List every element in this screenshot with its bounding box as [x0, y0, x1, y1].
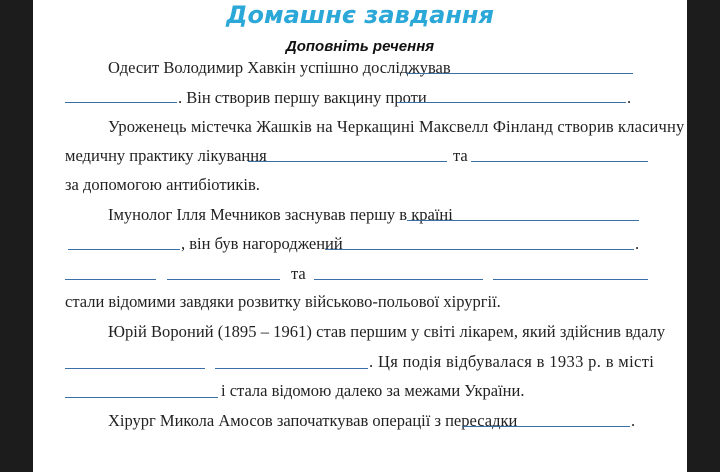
- sentence-period: .: [635, 234, 640, 253]
- sentence-mechnikov-start: Імунолог Ілля Мечников заснував першу в країні: [108, 205, 453, 224]
- answer-blank-13[interactable]: [65, 368, 205, 369]
- answer-blank-14[interactable]: [215, 368, 368, 369]
- sentence-period: .: [631, 411, 636, 430]
- answer-blank-2[interactable]: [65, 102, 177, 103]
- answer-blank-16[interactable]: [462, 426, 630, 427]
- conjunction-and: та: [453, 146, 468, 165]
- answer-blank-9[interactable]: [65, 279, 156, 280]
- sentence-mechnikov-award: , він був нагороджений: [181, 234, 343, 253]
- sentence-surgery: стали відомими завдяки розвитку військово-польової хірургії.: [65, 292, 501, 311]
- page-subtitle: Доповніть речення: [285, 38, 435, 55]
- answer-blank-4[interactable]: [248, 161, 447, 162]
- sentence-finland-practice: медичну практику лікування: [65, 146, 267, 165]
- worksheet-page: [33, 0, 687, 472]
- sentence-khavkin-start: Одесит Володимир Хавкін успішно досліджував: [108, 58, 451, 77]
- answer-blank-1[interactable]: [406, 73, 633, 74]
- answer-blank-12[interactable]: [493, 279, 648, 280]
- page-title: Домашнє завдання: [226, 1, 494, 29]
- sentence-voronyi-start: Юрій Вороний (1895 – 1961) став першим у світі лікарем, який здійснив вдалу: [108, 322, 666, 341]
- answer-blank-10[interactable]: [167, 279, 280, 280]
- sentence-khavkin-vaccine: . Він створив першу вакцину проти: [178, 88, 427, 107]
- conjunction-and: та: [291, 264, 306, 283]
- answer-blank-5[interactable]: [471, 161, 648, 162]
- sentence-amosov: Хірург Микола Амосов започаткував операції з пересадки: [108, 411, 518, 430]
- answer-blank-7[interactable]: [68, 249, 180, 250]
- answer-blank-11[interactable]: [314, 279, 483, 280]
- sentence-period: .: [627, 88, 632, 107]
- sentence-finland-start: Уроженець містечка Жашків на Черкащині Максвелл Фінланд створив класичну: [108, 117, 685, 136]
- answer-blank-3[interactable]: [397, 102, 626, 103]
- sentence-voronyi-event: . Ця подія відбувалася в 1933 р. в місті: [369, 352, 655, 371]
- answer-blank-15[interactable]: [65, 397, 218, 398]
- sentence-voronyi-end: і стала відомою далеко за межами України.: [221, 381, 525, 400]
- sentence-finland-end: за допомогою антибіотиків.: [65, 175, 260, 194]
- answer-blank-8[interactable]: [325, 249, 634, 250]
- answer-blank-6[interactable]: [407, 220, 639, 221]
